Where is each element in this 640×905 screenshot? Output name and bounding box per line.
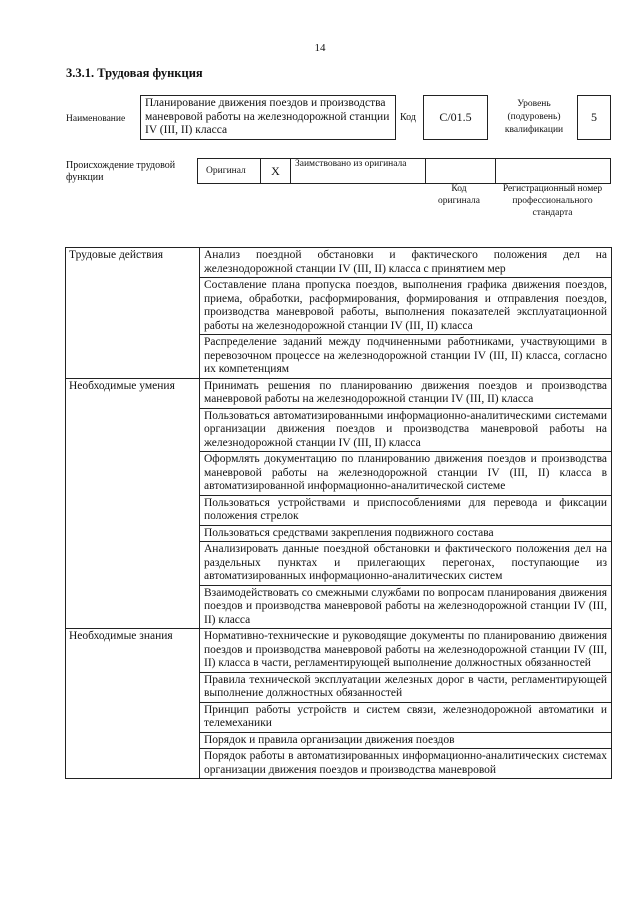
origin-label: Происхождение трудовой функции: [66, 160, 176, 183]
item-cell: Анализировать данные поездной обстановки и фактического положения дел на раздельных пунктах и прилегающих перегонах, поступающие из автоматизированных информационно-аналитических систем: [200, 542, 612, 586]
table-row: [66, 248, 612, 278]
code-original-label: Код оригинала: [438, 184, 480, 206]
code-original-cell: [425, 159, 495, 183]
item-cell: Порядок работы в автоматизированных информационно-аналитических системах организации движения поездов и производства маневровой: [200, 749, 612, 779]
item-cell: Нормативно-технические и руководящие документы по планированию движения поездов и производства маневровой работы на железнодорожной станции IV (III, II) класса в части, регламентирующей выполнение должностных обязанностей: [200, 629, 612, 673]
code-box: С/01.5: [423, 95, 488, 140]
category-cell: Необходимые знания: [66, 629, 200, 779]
category-cell: Трудовые действия: [66, 248, 200, 379]
function-name-box: Планирование движения поездов и производства маневровой работы на железнодорожной станции IV (III, II) класса: [140, 95, 396, 140]
reg-number-cell: [495, 159, 611, 183]
name-label: Наименование: [66, 114, 126, 124]
section-title: 3.3.1. Трудовая функция: [66, 66, 203, 80]
table-row: [66, 629, 612, 673]
original-mark: X: [260, 159, 290, 183]
item-cell: Принимать решения по планированию движения поездов и производства маневровой работы на железнодорожной станции IV (III, II) класса: [200, 378, 612, 408]
item-cell: Пользоваться устройствами и приспособлениями для перевода и фиксации положения стрелок: [200, 495, 612, 525]
item-cell: Порядок и правила организации движения поездов: [200, 732, 612, 749]
item-cell: Пользоваться средствами закрепления подвижного состава: [200, 525, 612, 542]
borrowed-label: Заимствовано из оригинала: [290, 159, 425, 183]
item-cell: Принцип работы устройств и систем связи, железнодорожной автоматики и телемеханики: [200, 702, 612, 732]
level-box: 5: [577, 95, 611, 140]
item-cell: Оформлять документацию по планированию движения поездов и производства маневровой работы на железнодорожной станции IV (III, II) класса в автоматизированной информационно-аналитической системе: [200, 452, 612, 496]
function-table: [65, 247, 612, 779]
page-number: 14: [314, 42, 326, 54]
level-label: Уровень (подуровень) квалификации: [504, 99, 564, 135]
category-cell: Необходимые умения: [66, 378, 200, 629]
origin-row: [197, 158, 611, 184]
item-cell: Составление плана пропуска поездов, выполнения графика движения поездов, приема, обработки, расформирования, формирования и отправления поездов, производства маневровой работы, выполнения показателей эксплуатационной работы на железнодорожной станции IV (III, II) класса: [200, 278, 612, 335]
item-cell: Распределение заданий между подчиненными работниками, участвующими в перевозочном процессе на железнодорожной станции IV (III, II) класса, согласно их компетенциям: [200, 335, 612, 379]
table-row: [66, 378, 612, 408]
item-cell: Правила технической эксплуатации железных дорог в части, регламентирующей выполнение должностных обязанностей: [200, 672, 612, 702]
item-cell: Пользоваться автоматизированными информационно-аналитическими системами организации движения поездов и производства маневровой работы на железнодорожной станции IV (III, II) класса: [200, 408, 612, 452]
reg-number-label: Регистрационный номер профессионального стандарта: [502, 184, 603, 218]
item-cell: Взаимодействовать со смежными службами по вопросам планирования движения поездов и производства маневровой работы на железнодорожной станции IV (III, II) класса: [200, 585, 612, 629]
code-label: Код: [400, 112, 416, 123]
original-label: Оригинал: [197, 159, 260, 183]
item-cell: Анализ поездной обстановки и фактического положения дел на железнодорожной станции IV (III, II) класса с принятием мер: [200, 248, 612, 278]
